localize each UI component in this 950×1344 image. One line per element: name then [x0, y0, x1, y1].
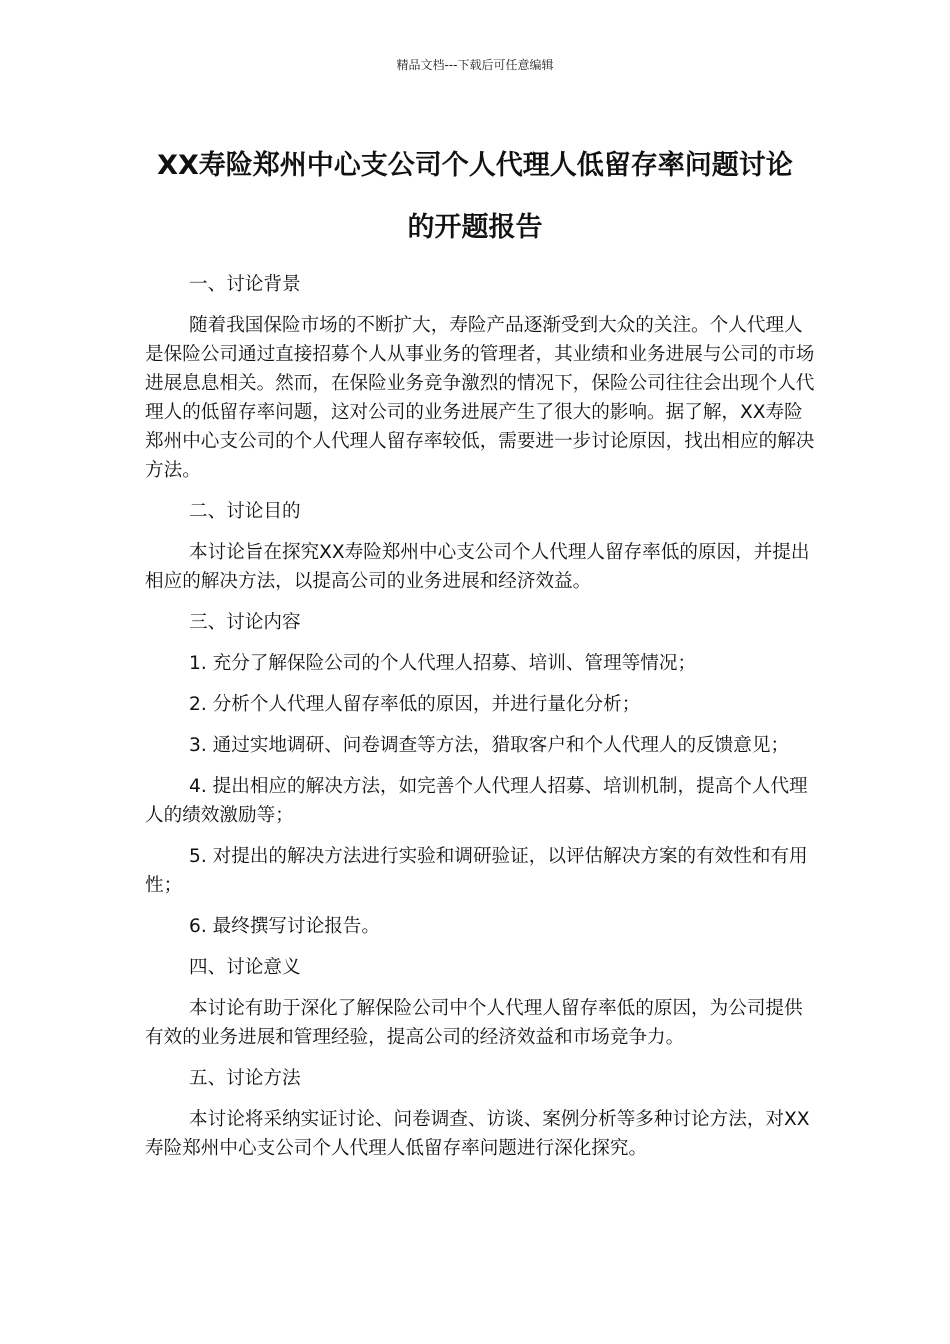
list-item: 5. 对提出的解决方法进行实验和调研验证，以评估解决方案的有效性和有用性；: [145, 846, 808, 896]
paragraph-background: 随着我国保险市场的不断扩大，寿险产品逐渐受到大众的关注。个人代理人是保险公司通过直接招募个人从事业务的管理者，其业绩和业务进展与公司的市场进展息息相关。然而，在保险业务竞争激烈的情况下，保险公司往往会出现个人代理人的低留存率问题，这对公司的业务进展产生了很大的影响。据了解，XX寿险郑州中心支公司的个人代理人留存率较低，需要进一步讨论原因，找出相应的解决方法。: [145, 315, 815, 481]
document-body: [145, 270, 817, 1175]
list-item: 1. 充分了解保险公司的个人代理人招募、培训、管理等情况；: [189, 653, 697, 674]
section-heading-background: 一、讨论背景: [189, 274, 301, 295]
page-header: 精品文档---下载后可任意编辑: [396, 58, 554, 72]
section-heading-significance: 四、讨论意义: [189, 957, 301, 978]
list-item: 6. 最终撰写讨论报告。: [189, 916, 380, 937]
section-heading-content: 三、讨论内容: [189, 612, 301, 633]
section-heading-purpose: 二、讨论目的: [189, 501, 301, 522]
paragraph-purpose: 本讨论旨在探究XX寿险郑州中心支公司个人代理人留存率低的原因，并提出相应的解决方法，以提高公司的业务进展和经济效益。: [145, 542, 810, 592]
list-item: 4. 提出相应的解决方法，如完善个人代理人招募、培训机制，提高个人代理人的绩效激励等；: [145, 776, 808, 826]
list-item: 3. 通过实地调研、问卷调查等方法，猎取客户和个人代理人的反馈意见；: [189, 735, 790, 756]
list-item: 2. 分析个人代理人留存率低的原因，并进行量化分析；: [189, 694, 641, 715]
paragraph-methods: 本讨论将采纳实证讨论、问卷调查、访谈、案例分析等多种讨论方法，对XX寿险郑州中心支公司个人代理人低留存率问题进行深化探究。: [145, 1109, 810, 1159]
section-heading-methods: 五、讨论方法: [189, 1068, 301, 1089]
document-title: XX寿险郑州中心支公司个人代理人低留存率问题讨论的开题报告: [157, 150, 793, 243]
paragraph-significance: 本讨论有助于深化了解保险公司中个人代理人留存率低的原因，为公司提供有效的业务进展和管理经验，提高公司的经济效益和市场竞争力。: [145, 998, 803, 1048]
